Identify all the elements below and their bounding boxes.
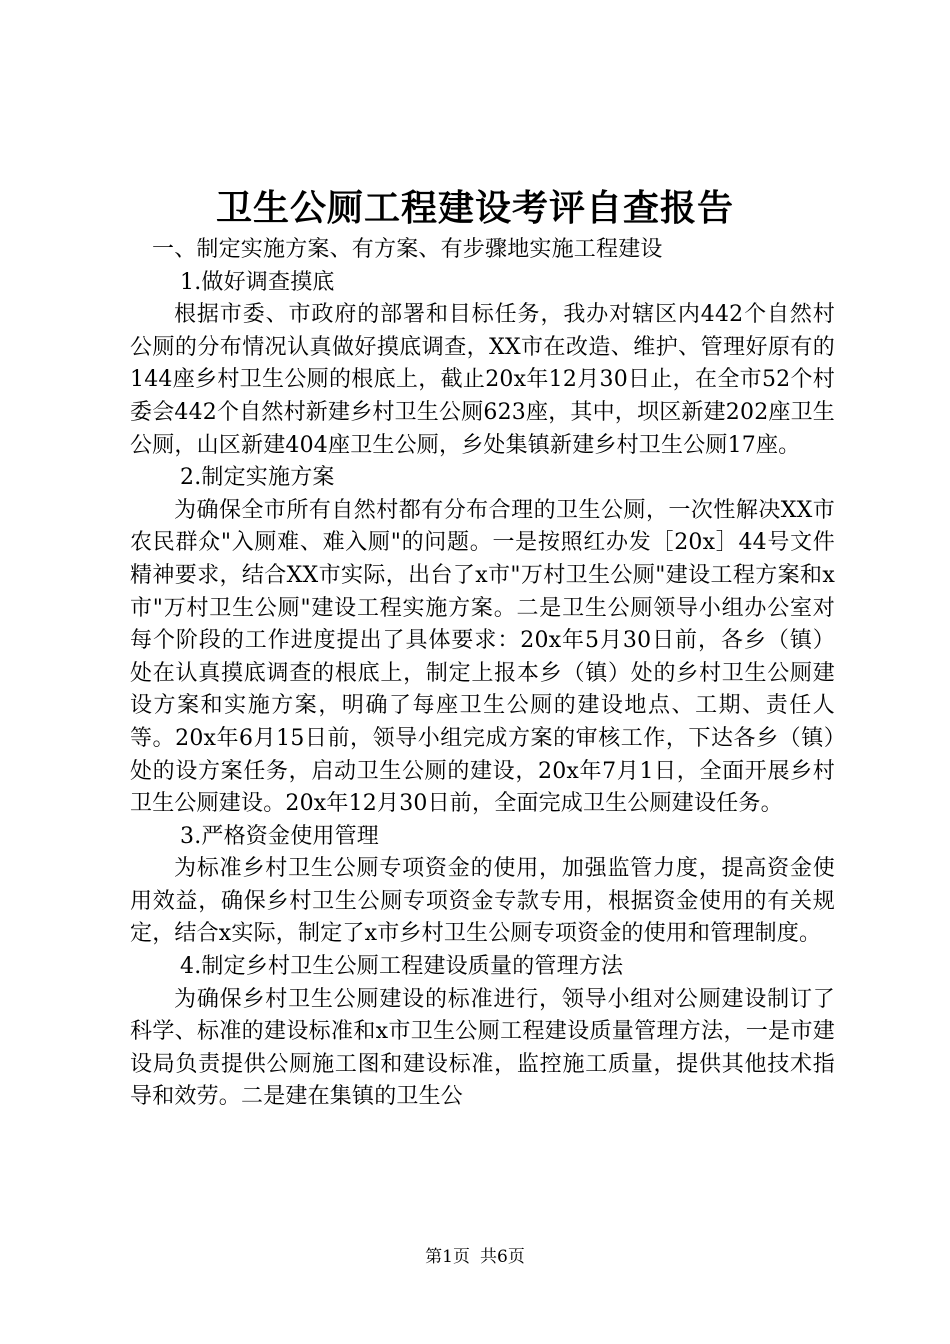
subsection-paragraph-2: 为确保全市所有自然村都有分布合理的卫生公厕，一次性解决XX市农民群众"入厕难、难入厕"的问题。一是按照红办发［20x］44号文件精神要求，结合XX市实际，出台了x市"万村卫生公厕"建设工程方案和x市"万村卫生公厕"建设工程实施方案。二是卫生公厕领导小组办公室对每个阶段的工作进度提出了具体要求：20x年5月30日前，各乡（镇）处在认真摸底调查的根底上，制定上报本乡（镇）处的乡村卫生公厕建设方案和实施方案，明确了每座卫生公厕的建设地点、工期、责任人等。20x年6月15日前，领导小组完成方案的审核工作，下达各乡（镇）处的设方案任务，启动卫生公厕的建设，20x年7月1日，全面开展乡村卫生公厕建设。20x年12月30日前，全面完成卫生公厕建设任务。: [130, 497, 835, 817]
subsection-paragraph-1: 根据市委、市政府的部署和目标任务，我办对辖区内442个自然村公厕的分布情况认真做好摸底调查，XX市在改造、维护、管理好原有的144座乡村卫生公厕的根底上，截止20x年12月30日止，在全市52个村委会442个自然村新建乡村卫生公厕623座，其中，坝区新建202座卫生公厕，山区新建404座卫生公厕，乡处集镇新建乡村卫生公厕17座。: [130, 302, 835, 458]
subsection-heading-2: 2.制定实施方案: [180, 465, 335, 491]
subsection-heading-4: 4.制定乡村卫生公厕工程建设质量的管理方法: [180, 954, 624, 980]
subsection-paragraph-3: 为标准乡村卫生公厕专项资金的使用，加强监管力度，提高资金使用效益，确保乡村卫生公厕专项资金专款专用，根据资金使用的有关规定，结合x实际，制定了x市乡村卫生公厕专项资金的使用和管理制度。: [130, 856, 835, 947]
subsection-heading-3: 3.严格资金使用管理: [180, 823, 379, 849]
document-body: [130, 234, 835, 1114]
page-footer: [0, 1245, 950, 1269]
document-title: 卫生公厕工程建设考评自查报告: [215, 187, 734, 229]
page-total: 共6页: [480, 1247, 525, 1267]
subsection-heading-1: 1.做好调查摸底: [180, 269, 335, 295]
subsection-paragraph-4: 为确保乡村卫生公厕建设的标准进行，领导小组对公厕建设制订了科学、标准的建设标准和x市卫生公厕工程建设质量管理方法，一是市建设局负责提供公厕施工图和建设标准，监控施工质量，提供其他技术指导和效劳。二是建在集镇的卫生公: [130, 986, 835, 1110]
page-number: 第1页: [425, 1247, 470, 1267]
section-heading: 一、制定实施方案、有方案、有步骤地实施工程建设: [152, 237, 663, 262]
